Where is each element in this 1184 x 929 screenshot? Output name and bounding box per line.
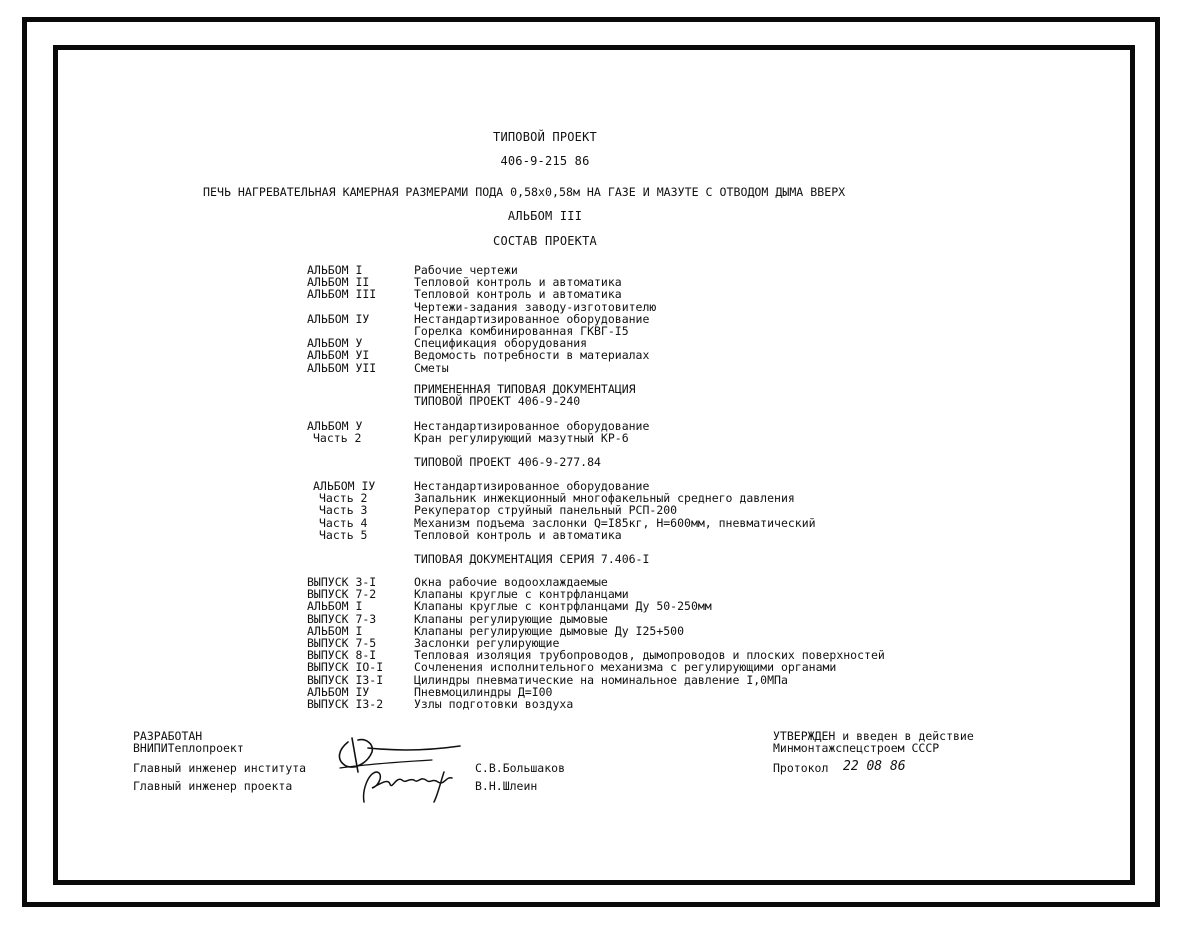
project-description: ПЕЧЬ НАГРЕВАТЕЛЬНАЯ КАМЕРНАЯ РАЗМЕРАМИ ПОДА 0,58х0,58м НА ГАЗЕ И МАЗУТЕ С ОТВОДОМ ДЫМА ВВЕРХ: [203, 185, 846, 199]
doc-title: ТИПОВОЙ ПРОЕКТ: [493, 130, 597, 144]
project-number: 406-9-215 86: [500, 154, 590, 168]
developed-label: РАЗРАБОТАН: [133, 729, 203, 743]
chief-institute-name: С.В.Большаков: [475, 761, 566, 775]
chief-project-label: Главный инженер проекта: [133, 779, 293, 793]
series-list: ВЫПУСК 3-I Окна рабочие водоохлаждаемые ВЫПУСК 7-2 Клапаны круглые с контрфланцами АЛЬБОМ I Клапаны круглые с контрфланцами Ду 50-250мм ВЫПУСК 7-3 Клапаны регулирующие дымовые АЛЬБОМ I Клапаны регулирующие дымовые Ду I25+500 ВЫПУСК 7-5 Заслонки регулирующие ВЫПУСК 8-I Тепловая изоляция трубопроводов, дымопроводов и плоских поверхностей ВЫПУСК IO-I Сочленения исполнительного механизма с регулирующими органами ВЫПУСК I3-I Цилиндры пневматические на номинальное давление I,0МПа АЛЬБОМ IУ Пневмоцилиндры Д=I00 ВЫПУСК I3-2 Узлы подготовки воздуха: [307, 575, 885, 711]
project2-heading: ТИПОВОЙ ПРОЕКТ 406-9-277.84: [414, 455, 601, 469]
section-title: СОСТАВ ПРОЕКТА: [493, 234, 597, 248]
applied-list: АЛЬБОМ У Нестандартизированное оборудование Часть 2 Кран регулирующий мазутный КР-6: [307, 419, 650, 446]
album-label: АЛЬБОМ III: [507, 209, 583, 223]
applied-heading: ПРИМЕНЕННАЯ ТИПОВАЯ ДОКУМЕНТАЦИЯ: [414, 382, 636, 396]
applied-project-heading: ТИПОВОЙ ПРОЕКТ 406-9-240: [414, 394, 581, 408]
project2-list: АЛЬБОМ IУ Нестандартизированное оборудование Часть 2 Запальник инжекционный многофакельный среднего давления Часть 3 Рекуператор струйный панельный РСП-200 Часть 4 Механизм подъема заслонки Q=I85кг, H=600мм, пневматический Часть 5 Тепловой контроль и автоматика: [313, 479, 816, 542]
protocol-date: 22 08 86: [843, 759, 906, 774]
signature-graphic: [328, 732, 476, 806]
protocol-label: Протокол: [773, 761, 829, 775]
chief-institute-label: Главный инженер института: [133, 761, 307, 775]
chief-project-name: В.Н.Шлеин: [475, 779, 538, 793]
approved-line2: Минмонтажспецстроем СССР: [773, 741, 940, 755]
composition-list: АЛЬБОМ I Рабочие чертежи АЛЬБОМ II Тепловой контроль и автоматика АЛЬБОМ III Тепловой контроль и автоматика Чертежи-задания заводу-изготовителю АЛЬБОМ IУ Нестандартизированное оборудование Горелка комбинированная ГКВГ-I5 АЛЬБОМ У Спецификация оборудования АЛЬБОМ УI Ведомость потребности в материалах АЛЬБОМ УII Сметы: [307, 263, 657, 375]
series-heading: ТИПОВАЯ ДОКУМЕНТАЦИЯ СЕРИЯ 7.406-I: [414, 552, 650, 566]
developer-org: ВНИПИТеплопроект: [133, 741, 244, 755]
approved-line1: УТВЕРЖДЕН и введен в действие: [773, 729, 974, 743]
